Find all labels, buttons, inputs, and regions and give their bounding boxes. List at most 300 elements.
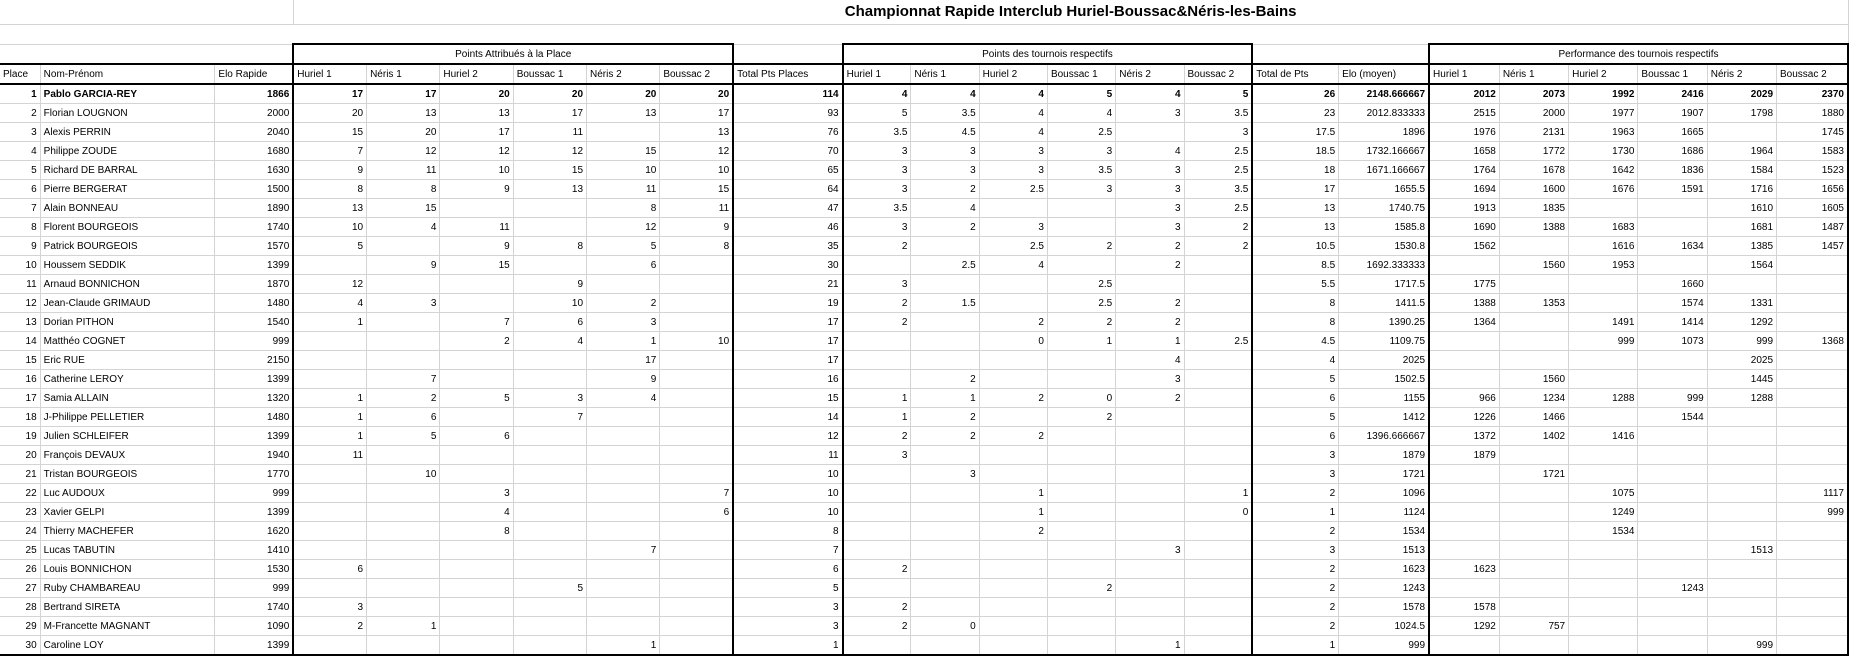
table-cell: 2.5 — [1184, 161, 1252, 180]
table-cell: 4 — [293, 294, 366, 313]
table-cell: 47 — [733, 199, 842, 218]
table-cell — [440, 199, 513, 218]
table-cell: 3 — [843, 446, 911, 465]
table-cell — [660, 370, 733, 389]
table-cell: 5 — [1252, 370, 1338, 389]
table-cell: 5 — [513, 579, 586, 598]
table-cell: 15 — [660, 180, 733, 199]
table-cell — [1499, 522, 1568, 541]
table-cell: 2040 — [215, 123, 293, 142]
player-name-cell: François DEVAUX — [40, 446, 215, 465]
table-cell: 2 — [1252, 522, 1338, 541]
table-row — [0, 484, 1848, 503]
table-cell: 1096 — [1339, 484, 1429, 503]
table-cell — [1638, 636, 1707, 656]
table-cell: 13 — [587, 104, 660, 123]
table-cell — [1184, 370, 1252, 389]
table-cell: 1500 — [215, 180, 293, 199]
table-cell: 1574 — [1638, 294, 1707, 313]
table-row — [0, 237, 1848, 256]
table-cell: 3 — [843, 275, 911, 294]
table-cell — [843, 351, 911, 370]
table-cell — [911, 503, 979, 522]
table-cell — [587, 503, 660, 522]
table-cell: 1491 — [1569, 313, 1638, 332]
table-cell: 15 — [0, 351, 40, 370]
table-row — [0, 636, 1848, 656]
table-cell: 10.5 — [1252, 237, 1338, 256]
table-cell — [1638, 256, 1707, 275]
table-cell: 1740 — [215, 598, 293, 617]
table-cell: 8 — [367, 180, 440, 199]
table-cell: 5 — [587, 237, 660, 256]
table-cell: 14 — [733, 408, 842, 427]
table-cell: 1634 — [1638, 237, 1707, 256]
table-cell — [1499, 636, 1568, 656]
table-cell: 114 — [733, 84, 842, 104]
table-cell: 1583 — [1777, 142, 1848, 161]
table-cell: 29 — [0, 617, 40, 636]
column-header: Néris 2 — [1707, 64, 1776, 84]
table-cell — [1569, 560, 1638, 579]
table-cell — [660, 294, 733, 313]
column-header: Huriel 1 — [1429, 64, 1499, 84]
table-cell: 17 — [1252, 180, 1338, 199]
table-cell: 5 — [1184, 84, 1252, 104]
table-cell: 1953 — [1569, 256, 1638, 275]
table-cell — [1569, 579, 1638, 598]
table-cell: 1243 — [1638, 579, 1707, 598]
table-cell: 1896 — [1339, 123, 1429, 142]
table-cell: 6 — [513, 313, 586, 332]
column-header: Place — [0, 64, 40, 84]
table-cell: 2 — [1184, 218, 1252, 237]
table-cell — [1638, 218, 1707, 237]
table-cell — [843, 256, 911, 275]
table-cell — [979, 351, 1047, 370]
table-cell: 8 — [513, 237, 586, 256]
table-cell: 3 — [1116, 199, 1184, 218]
table-row — [0, 123, 1848, 142]
column-header: Total Pts Places — [733, 64, 842, 84]
table-cell: 7 — [0, 199, 40, 218]
table-cell: 2 — [979, 313, 1047, 332]
table-row — [0, 332, 1848, 351]
table-cell — [979, 275, 1047, 294]
table-cell: 1671.166667 — [1339, 161, 1429, 180]
table-cell: 2000 — [215, 104, 293, 123]
table-cell — [1116, 617, 1184, 636]
table-cell: 1385 — [1707, 237, 1776, 256]
column-header-row — [0, 64, 1848, 84]
table-cell — [440, 579, 513, 598]
table-cell: 17 — [513, 104, 586, 123]
table-cell: 1630 — [215, 161, 293, 180]
table-cell: 8 — [1252, 294, 1338, 313]
table-cell — [440, 351, 513, 370]
table-cell: 2370 — [1777, 84, 1848, 104]
table-cell: 3 — [513, 389, 586, 408]
column-header: Boussac 2 — [1777, 64, 1848, 84]
table-cell: 1730 — [1569, 142, 1638, 161]
table-cell: 1940 — [215, 446, 293, 465]
table-cell: 1226 — [1429, 408, 1499, 427]
table-cell — [587, 408, 660, 427]
table-cell: 1 — [1116, 332, 1184, 351]
table-cell: 1 — [1116, 636, 1184, 656]
table-cell — [1569, 636, 1638, 656]
table-cell: 1320 — [215, 389, 293, 408]
table-row — [0, 617, 1848, 636]
table-cell: 6 — [440, 427, 513, 446]
table-cell — [1499, 560, 1568, 579]
table-cell: 1658 — [1429, 142, 1499, 161]
table-cell — [1777, 389, 1848, 408]
table-cell: 1399 — [215, 503, 293, 522]
table-cell: 757 — [1499, 617, 1568, 636]
player-name-cell: Pierre BERGERAT — [40, 180, 215, 199]
table-cell: 1907 — [1638, 104, 1707, 123]
column-header: Huriel 1 — [843, 64, 911, 84]
table-cell: 2025 — [1339, 351, 1429, 370]
table-cell: 4 — [0, 142, 40, 161]
table-cell: 1288 — [1707, 389, 1776, 408]
table-row — [0, 256, 1848, 275]
table-cell: 4 — [911, 199, 979, 218]
table-cell: 2 — [1047, 237, 1115, 256]
table-cell: 15 — [367, 199, 440, 218]
table-cell: 12 — [367, 142, 440, 161]
table-cell: 2 — [1047, 579, 1115, 598]
player-name-cell: Patrick BOURGEOIS — [40, 237, 215, 256]
table-cell: 1692.333333 — [1339, 256, 1429, 275]
table-cell — [1569, 617, 1638, 636]
table-cell: 10 — [0, 256, 40, 275]
table-cell — [1569, 294, 1638, 313]
table-cell — [1707, 560, 1776, 579]
table-cell — [1777, 598, 1848, 617]
table-cell: 17 — [733, 351, 842, 370]
table-cell — [367, 332, 440, 351]
table-cell — [367, 522, 440, 541]
table-cell — [660, 465, 733, 484]
table-cell — [1429, 465, 1499, 484]
table-cell — [979, 560, 1047, 579]
table-cell: 3 — [733, 617, 842, 636]
column-header: Néris 2 — [587, 64, 660, 84]
table-cell — [1499, 446, 1568, 465]
table-cell — [587, 427, 660, 446]
table-cell — [1777, 351, 1848, 370]
table-cell: 3 — [843, 180, 911, 199]
table-cell: 1368 — [1777, 332, 1848, 351]
table-cell: 2 — [843, 560, 911, 579]
table-cell: 1716 — [1707, 180, 1776, 199]
table-cell — [293, 522, 366, 541]
table-cell: 2148.666667 — [1339, 84, 1429, 104]
table-cell — [1047, 598, 1115, 617]
table-cell: 4 — [587, 389, 660, 408]
table-cell — [660, 408, 733, 427]
table-cell: 999 — [1569, 332, 1638, 351]
table-row — [0, 199, 1848, 218]
table-cell: 2150 — [215, 351, 293, 370]
table-cell: 1109.75 — [1339, 332, 1429, 351]
table-cell — [1184, 541, 1252, 560]
table-cell — [979, 579, 1047, 598]
table-cell: 1390.25 — [1339, 313, 1429, 332]
table-cell — [1429, 484, 1499, 503]
table-cell — [513, 446, 586, 465]
table-cell: 1399 — [215, 256, 293, 275]
table-cell: 7 — [513, 408, 586, 427]
table-cell: 10 — [367, 465, 440, 484]
table-row — [0, 408, 1848, 427]
table-cell: 1487 — [1777, 218, 1848, 237]
table-cell: 17 — [660, 104, 733, 123]
table-cell: 21 — [0, 465, 40, 484]
table-cell: 2 — [1252, 579, 1338, 598]
table-cell: 1623 — [1429, 560, 1499, 579]
table-cell — [660, 522, 733, 541]
player-name-cell: Jean-Claude GRIMAUD — [40, 294, 215, 313]
table-cell: 1740 — [215, 218, 293, 237]
table-cell — [1569, 598, 1638, 617]
table-cell: 1560 — [1499, 256, 1568, 275]
table-cell: 8.5 — [1252, 256, 1338, 275]
table-cell: 2 — [1252, 617, 1338, 636]
table-cell: 1890 — [215, 199, 293, 218]
table-cell: 2 — [1116, 256, 1184, 275]
table-cell: 12 — [733, 427, 842, 446]
table-cell — [1184, 446, 1252, 465]
table-cell: 1 — [733, 636, 842, 656]
table-cell: 1466 — [1499, 408, 1568, 427]
table-cell: 16 — [733, 370, 842, 389]
table-cell: 4.5 — [1252, 332, 1338, 351]
table-cell: 17 — [733, 332, 842, 351]
table-cell: 3 — [440, 484, 513, 503]
table-cell — [1116, 560, 1184, 579]
table-cell: 9 — [513, 275, 586, 294]
table-cell — [293, 636, 366, 656]
table-cell: 2.5 — [1184, 142, 1252, 161]
table-cell: 1075 — [1569, 484, 1638, 503]
table-cell: 1798 — [1707, 104, 1776, 123]
table-cell: 1584 — [1707, 161, 1776, 180]
table-cell: 1292 — [1707, 313, 1776, 332]
table-cell — [1777, 313, 1848, 332]
table-cell — [367, 313, 440, 332]
table-cell: 1836 — [1638, 161, 1707, 180]
table-cell — [660, 617, 733, 636]
table-cell — [1429, 636, 1499, 656]
table-cell — [843, 636, 911, 656]
table-cell: 13 — [0, 313, 40, 332]
table-cell — [513, 370, 586, 389]
table-cell — [1569, 370, 1638, 389]
table-cell — [660, 446, 733, 465]
table-cell: 1690 — [1429, 218, 1499, 237]
table-cell: 1 — [1252, 503, 1338, 522]
table-cell — [1047, 199, 1115, 218]
table-cell: 1090 — [215, 617, 293, 636]
table-cell: 7 — [293, 142, 366, 161]
table-cell — [1499, 351, 1568, 370]
table-cell — [513, 598, 586, 617]
table-cell: 6 — [1252, 389, 1338, 408]
table-cell: 2 — [843, 617, 911, 636]
table-cell — [911, 275, 979, 294]
table-cell: 1399 — [215, 370, 293, 389]
table-cell: 1410 — [215, 541, 293, 560]
table-cell — [367, 579, 440, 598]
table-cell: 1694 — [1429, 180, 1499, 199]
table-cell: 1642 — [1569, 161, 1638, 180]
table-cell: 1457 — [1777, 237, 1848, 256]
player-name-cell: Alexis PERRIN — [40, 123, 215, 142]
table-cell — [367, 484, 440, 503]
table-cell — [1707, 408, 1776, 427]
table-cell — [911, 598, 979, 617]
table-cell: 12 — [440, 142, 513, 161]
table-cell: 10 — [513, 294, 586, 313]
table-cell: 1660 — [1638, 275, 1707, 294]
group-points-place: Points Attribués à la Place — [293, 44, 733, 64]
table-cell — [587, 579, 660, 598]
table-cell: 8 — [440, 522, 513, 541]
table-cell: 17 — [587, 351, 660, 370]
table-cell: 1534 — [1569, 522, 1638, 541]
table-cell — [1047, 351, 1115, 370]
table-cell: 12 — [513, 142, 586, 161]
table-cell: 15 — [733, 389, 842, 408]
table-cell — [911, 351, 979, 370]
table-cell: 26 — [0, 560, 40, 579]
table-cell: 12 — [587, 218, 660, 237]
column-header: Huriel 2 — [1569, 64, 1638, 84]
table-cell: 0 — [1047, 389, 1115, 408]
table-cell: 4 — [1116, 84, 1184, 104]
table-cell — [513, 484, 586, 503]
table-cell — [1638, 541, 1707, 560]
table-cell — [587, 617, 660, 636]
table-cell — [911, 522, 979, 541]
table-cell: 17 — [367, 84, 440, 104]
table-cell: 1 — [293, 427, 366, 446]
table-cell — [1569, 446, 1638, 465]
table-cell — [1638, 484, 1707, 503]
table-cell: 6 — [660, 503, 733, 522]
table-cell — [1429, 503, 1499, 522]
table-cell: 1623 — [1339, 560, 1429, 579]
table-cell — [1499, 275, 1568, 294]
table-cell — [513, 218, 586, 237]
table-cell: 2 — [0, 104, 40, 123]
table-cell: 3 — [367, 294, 440, 313]
player-name-cell: Ruby CHAMBAREAU — [40, 579, 215, 598]
table-row — [0, 294, 1848, 313]
table-cell — [1777, 636, 1848, 656]
table-cell: 21 — [733, 275, 842, 294]
table-cell — [843, 332, 911, 351]
table-cell: 2 — [367, 389, 440, 408]
table-cell — [440, 598, 513, 617]
table-cell — [367, 275, 440, 294]
table-cell: 2 — [843, 313, 911, 332]
table-cell — [513, 199, 586, 218]
table-cell: 3 — [1047, 142, 1115, 161]
column-header: Huriel 2 — [440, 64, 513, 84]
table-cell: 20 — [293, 104, 366, 123]
table-cell: 9 — [587, 370, 660, 389]
table-cell — [1429, 332, 1499, 351]
table-cell: 1 — [843, 389, 911, 408]
table-cell: 1530.8 — [1339, 237, 1429, 256]
table-cell: 1 — [587, 636, 660, 656]
table-cell — [1184, 389, 1252, 408]
table-cell: 2 — [911, 180, 979, 199]
table-cell — [587, 522, 660, 541]
column-header: Total de Pts — [1252, 64, 1338, 84]
table-cell: 2 — [1252, 598, 1338, 617]
column-header: Boussac 1 — [1047, 64, 1115, 84]
table-cell: 1976 — [1429, 123, 1499, 142]
table-cell: 18.5 — [1252, 142, 1338, 161]
table-cell — [660, 351, 733, 370]
table-cell: 1686 — [1638, 142, 1707, 161]
table-cell — [660, 256, 733, 275]
table-cell — [911, 560, 979, 579]
table-cell: 3 — [911, 161, 979, 180]
table-cell: 1680 — [215, 142, 293, 161]
table-cell: 4.5 — [911, 123, 979, 142]
table-cell: 3.5 — [911, 104, 979, 123]
table-cell — [1047, 427, 1115, 446]
table-cell: 1775 — [1429, 275, 1499, 294]
player-name-cell: Florian LOUGNON — [40, 104, 215, 123]
table-cell — [1707, 522, 1776, 541]
table-cell — [660, 275, 733, 294]
table-cell — [1429, 256, 1499, 275]
table-cell — [440, 275, 513, 294]
table-cell: 2515 — [1429, 104, 1499, 123]
table-cell — [1777, 446, 1848, 465]
table-cell: 9 — [367, 256, 440, 275]
table-cell: 9 — [440, 237, 513, 256]
table-cell — [843, 370, 911, 389]
player-name-cell: Tristan BOURGEOIS — [40, 465, 215, 484]
table-cell: 5 — [440, 389, 513, 408]
table-cell: 3.5 — [1184, 180, 1252, 199]
table-cell: 999 — [1638, 389, 1707, 408]
table-cell — [1116, 275, 1184, 294]
table-cell — [1777, 370, 1848, 389]
table-cell: 999 — [215, 484, 293, 503]
table-row — [0, 161, 1848, 180]
table-cell — [1047, 465, 1115, 484]
table-cell: 3 — [979, 142, 1047, 161]
table-cell: 3 — [911, 142, 979, 161]
table-cell: 1610 — [1707, 199, 1776, 218]
table-cell: 1540 — [215, 313, 293, 332]
table-cell: 2 — [1184, 237, 1252, 256]
table-cell: 1964 — [1707, 142, 1776, 161]
table-cell: 1416 — [1569, 427, 1638, 446]
table-cell: 4 — [367, 218, 440, 237]
table-cell: 3 — [911, 465, 979, 484]
table-cell — [1707, 123, 1776, 142]
